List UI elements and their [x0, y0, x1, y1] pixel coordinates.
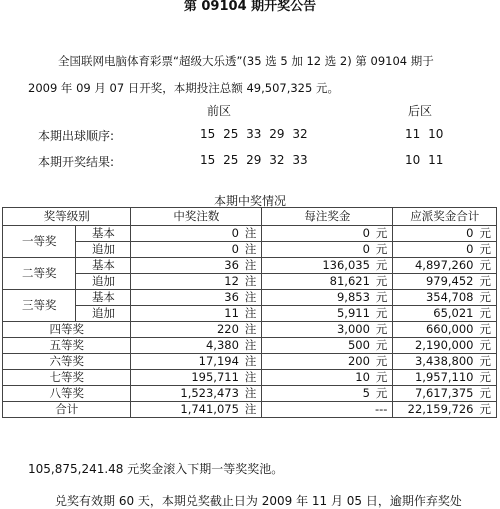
winner-count-cell	[131, 258, 262, 274]
winner-count-cell-value: 195,711	[191, 370, 239, 384]
prize-table	[2, 207, 497, 418]
intro-line-2: 2009 年 09 月 07 日开奖，本期投注总额 49,507,325 元。	[28, 81, 339, 95]
winner-count-cell-value: 4,380	[205, 338, 239, 352]
prize-per-bet-cell-unit: 元	[375, 226, 388, 240]
prize-table-body	[3, 226, 497, 418]
winner-count-cell-unit: 注	[244, 402, 257, 416]
winner-count-cell	[131, 274, 262, 290]
prize-total-cell-value: 0	[466, 242, 474, 256]
prize-per-bet-cell-unit: 元	[375, 338, 388, 352]
winner-count-cell-value: 220	[216, 322, 239, 336]
prize-per-bet-cell-unit: 元	[375, 258, 388, 272]
table-row	[3, 338, 497, 354]
winner-count-cell	[131, 354, 262, 370]
prize-total-cell-value: 65,021	[433, 306, 474, 320]
prize-total-cell-value: 660,000	[425, 322, 474, 336]
prize-level-cell: 五等奖	[3, 338, 131, 354]
prize-per-bet-cell	[262, 370, 393, 386]
winner-count-cell	[131, 226, 262, 242]
prize-per-bet-cell	[262, 402, 393, 418]
prize-per-bet-cell	[262, 226, 393, 242]
winner-count-cell-unit: 注	[244, 258, 257, 272]
table-row	[3, 354, 497, 370]
winner-count-cell-value: 12	[224, 274, 239, 288]
prize-total-cell-unit: 元	[479, 258, 491, 272]
prize-total-cell-value: 3,438,800	[414, 354, 474, 368]
draw-order-back: 11 10	[405, 127, 444, 141]
prize-per-bet-cell	[262, 242, 393, 258]
prize-total-cell-unit: 元	[479, 370, 491, 384]
winner-count-cell-value: 36	[224, 290, 239, 304]
prize-per-bet-cell	[262, 290, 393, 306]
prize-per-bet-cell-unit: 元	[375, 322, 388, 336]
prize-total-cell	[393, 402, 497, 418]
draw-order-label: 本期出球顺序:	[38, 129, 115, 143]
prize-per-bet-cell	[262, 354, 393, 370]
draw-result-front: 15 25 29 32 33	[200, 153, 308, 167]
prize-per-bet-cell	[262, 322, 393, 338]
winner-count-cell	[131, 306, 262, 322]
winner-count-cell	[131, 402, 262, 418]
winner-count-cell-unit: 注	[244, 354, 257, 368]
winner-count-cell	[131, 242, 262, 258]
prize-level-cell: 七等奖	[3, 370, 131, 386]
winner-count-cell-unit: 注	[244, 274, 257, 288]
prize-total-cell-value: 0	[466, 226, 474, 240]
winner-count-cell	[131, 290, 262, 306]
winner-count-cell-value: 36	[224, 258, 239, 272]
prize-total-cell-unit: 元	[479, 242, 491, 256]
prize-per-bet-cell	[262, 306, 393, 322]
prize-level-cell: 八等奖	[3, 386, 131, 402]
prize-sub-cell: 追加	[76, 306, 131, 322]
prize-total-cell-unit: 元	[479, 306, 491, 320]
prize-total-cell	[393, 322, 497, 338]
winner-count-cell-unit: 注	[244, 226, 257, 240]
prize-total-cell	[393, 258, 497, 274]
winner-count-cell-unit: 注	[244, 370, 257, 384]
prize-total-cell-unit: 元	[479, 290, 491, 304]
winner-count-cell-unit: 注	[244, 322, 257, 336]
prize-per-bet-cell	[262, 386, 393, 402]
prize-per-bet-cell-value: ---	[374, 402, 388, 416]
prize-total-cell-unit: 元	[479, 338, 491, 352]
prize-total-cell	[393, 290, 497, 306]
table-row	[3, 274, 497, 290]
winner-count-cell-value: 0	[231, 226, 239, 240]
back-zone-header: 后区	[408, 104, 433, 118]
draw-result-label: 本期开奖结果:	[38, 155, 115, 169]
table-row	[3, 242, 497, 258]
prize-per-bet-cell-unit: 元	[375, 242, 388, 256]
prize-per-bet-cell-value: 5,911	[336, 306, 370, 320]
prize-total-cell	[393, 242, 497, 258]
col-header-count: 中奖注数	[131, 208, 262, 226]
winner-count-cell	[131, 386, 262, 402]
prize-per-bet-cell-value: 9,853	[336, 290, 370, 304]
draw-result-back: 10 11	[405, 153, 444, 167]
draw-order-front: 15 25 33 29 32	[200, 127, 308, 141]
prize-sub-cell: 基本	[76, 258, 131, 274]
validity-note: 兑奖有效期 60 天，本期兑奖截止日为 2009 年 11 月 05 日，逾期作弃奖处	[55, 494, 462, 508]
prize-total-cell-value: 979,452	[425, 274, 474, 288]
prize-total-cell	[393, 370, 497, 386]
jackpot-rollover-note: 105,875,241.48 元奖金滚入下期一等奖奖池。	[28, 462, 284, 476]
prize-total-cell	[393, 338, 497, 354]
winner-count-cell-value: 0	[231, 242, 239, 256]
prize-per-bet-cell-value: 0	[362, 242, 370, 256]
prize-total-cell-value: 7,617,375	[414, 386, 474, 400]
prize-total-cell-value: 1,957,110	[414, 370, 474, 384]
prize-total-cell	[393, 354, 497, 370]
winner-count-cell-value: 17,194	[198, 354, 239, 368]
prize-per-bet-cell-value: 200	[347, 354, 370, 368]
prize-sub-cell: 追加	[76, 274, 131, 290]
prize-sub-cell: 基本	[76, 226, 131, 242]
prize-total-cell-unit: 元	[479, 226, 491, 240]
winner-count-cell-unit: 注	[244, 386, 257, 400]
col-header-level: 奖等级别	[3, 208, 131, 226]
prize-per-bet-cell	[262, 338, 393, 354]
prize-per-bet-cell-value: 136,035	[322, 258, 370, 272]
prize-level-cell: 四等奖	[3, 322, 131, 338]
winner-count-cell	[131, 370, 262, 386]
prize-per-bet-cell-value: 500	[347, 338, 370, 352]
prize-sub-cell: 基本	[76, 290, 131, 306]
winner-count-cell	[131, 322, 262, 338]
winner-count-cell-unit: 注	[244, 290, 257, 304]
prize-per-bet-cell	[262, 274, 393, 290]
table-row	[3, 370, 497, 386]
prize-total-cell	[393, 386, 497, 402]
front-zone-header: 前区	[207, 104, 232, 118]
table-row	[3, 258, 497, 274]
table-row	[3, 402, 497, 418]
col-header-prize: 每注奖金	[262, 208, 393, 226]
prize-per-bet-cell-unit: 元	[375, 274, 388, 288]
prize-level-cell: 二等奖	[3, 258, 76, 290]
prize-total-cell-unit: 元	[479, 386, 491, 400]
winner-count-cell-value: 1,741,075	[180, 402, 239, 416]
table-row	[3, 322, 497, 338]
prize-per-bet-cell-unit: 元	[375, 290, 388, 304]
prize-total-cell-value: 22,159,726	[407, 402, 474, 416]
table-row	[3, 290, 497, 306]
winner-count-cell-unit: 注	[244, 338, 257, 352]
prize-level-cell: 三等奖	[3, 290, 76, 322]
page-title: 第 09104 期开奖公告	[183, 0, 317, 14]
prize-total-cell-value: 4,897,260	[414, 258, 474, 272]
prize-per-bet-cell-unit: 元	[375, 386, 388, 400]
prize-total-cell-unit: 元	[479, 274, 491, 288]
table-row	[3, 226, 497, 242]
winner-count-cell-value: 11	[224, 306, 239, 320]
prize-total-cell-unit: 元	[479, 354, 491, 368]
winner-count-cell	[131, 338, 262, 354]
prize-total-cell-value: 2,190,000	[414, 338, 474, 352]
col-header-total: 应派奖金合计	[393, 208, 497, 226]
winner-count-cell-unit: 注	[244, 306, 257, 320]
prize-total-cell-unit: 元	[479, 402, 491, 416]
table-row	[3, 306, 497, 322]
prize-per-bet-cell-value: 3,000	[336, 322, 370, 336]
prize-level-cell: 六等奖	[3, 354, 131, 370]
prize-per-bet-cell-value: 0	[362, 226, 370, 240]
prize-per-bet-cell-value: 5	[362, 386, 370, 400]
winner-count-cell-value: 1,523,473	[180, 386, 239, 400]
prize-total-cell	[393, 306, 497, 322]
intro-line-1: 全国联网电脑体育彩票“超级大乐透”(35 选 5 加 12 选 2) 第 09104 期于	[58, 54, 434, 68]
prize-total-cell-value: 354,708	[425, 290, 474, 304]
prize-level-cell: 一等奖	[3, 226, 76, 258]
prize-per-bet-cell-value: 10	[355, 370, 370, 384]
prize-sub-cell: 追加	[76, 242, 131, 258]
prize-level-cell: 合计	[3, 402, 131, 418]
prize-per-bet-cell	[262, 258, 393, 274]
intro-paragraph	[28, 48, 498, 102]
prize-per-bet-cell-unit: 元	[375, 370, 388, 384]
prize-total-cell	[393, 226, 497, 242]
table-header-row	[3, 208, 497, 226]
prize-per-bet-cell-value: 81,621	[329, 274, 370, 288]
prize-total-cell-unit: 元	[479, 322, 491, 336]
prize-per-bet-cell-unit: 元	[375, 354, 388, 368]
prize-total-cell	[393, 274, 497, 290]
table-row	[3, 386, 497, 402]
prize-per-bet-cell-unit: 元	[375, 306, 388, 320]
table-caption: 本期中奖情况	[213, 194, 286, 208]
winner-count-cell-unit: 注	[244, 242, 257, 256]
